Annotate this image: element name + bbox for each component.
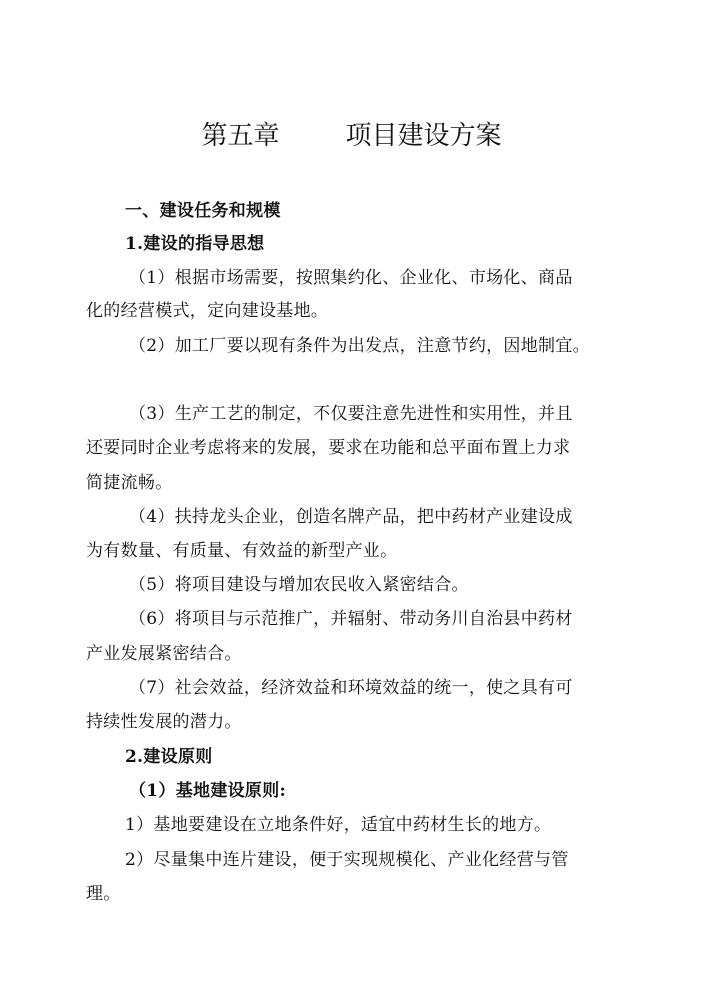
paragraph-line: 1）基地要建设在立地条件好，适宜中药材生长的地方。 [125, 815, 552, 835]
paragraph-line: 化的经营模式，定向建设基地。 [86, 301, 329, 321]
paragraph-line: 持续性发展的潜力。 [86, 712, 242, 732]
section-heading: 一、建设任务和规模 [125, 201, 281, 221]
subsection-heading-guiding-thoughts: 1.建设的指导思想 [125, 234, 265, 254]
paragraph-line: （6）将项目与示范推广，并辐射、带动务川自治县中药材 [129, 609, 573, 629]
chapter-title: 第五章 项目建设方案 [201, 121, 502, 151]
paragraph-line: （3）生产工艺的制定，不仅要注意先进性和实用性，并且 [129, 404, 573, 424]
paragraph-line: （5）将项目建设与增加农民收入紧密结合。 [129, 575, 469, 595]
paragraph-line: （2）加工厂要以现有条件为出发点，注意节约，因地制宜。 [129, 336, 590, 356]
sub-subsection-heading: （1）基地建设原则: [129, 781, 287, 801]
paragraph-line: 为有数量、有质量、有效益的新型产业。 [86, 541, 398, 561]
paragraph-line: （1）根据市场需要，按照集约化、企业化、市场化、商品 [129, 268, 573, 288]
subsection-heading-principles: 2.建设原则 [125, 747, 213, 767]
paragraph-line: （4）扶持龙头企业，创造名牌产品，把中药材产业建设成 [129, 507, 573, 527]
paragraph-line: 简捷流畅。 [86, 473, 173, 493]
paragraph-line: 产业发展紧密结合。 [86, 644, 242, 664]
paragraph-line: 还要同时企业考虑将来的发展，要求在功能和总平面布置上力求 [86, 438, 571, 458]
paragraph-line: 2）尽量集中连片建设，便于实现规模化、产业化经营与管 [125, 850, 569, 870]
paragraph-line: （7）社会效益，经济效益和环境效益的统一，使之具有可 [129, 678, 573, 698]
paragraph-line: 理。 [86, 884, 121, 904]
